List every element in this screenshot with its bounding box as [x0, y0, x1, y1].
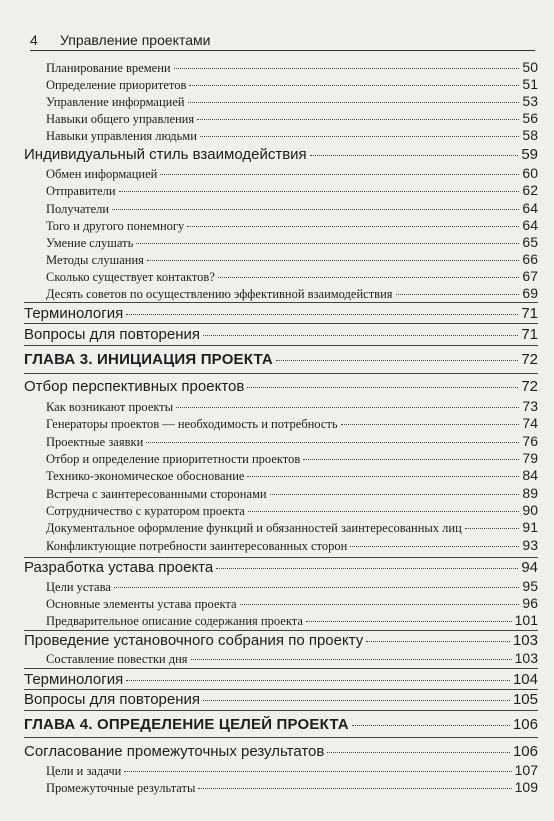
toc-entry-page: 84 — [522, 467, 538, 483]
toc-section-page: 71 — [521, 326, 538, 343]
toc-entry-title: Сколько существует контактов? — [46, 270, 215, 284]
toc-section-title: Терминология — [24, 671, 124, 688]
toc-entry-page: 58 — [522, 127, 538, 143]
leader-dots — [216, 568, 518, 569]
leader-dots — [366, 641, 510, 642]
leader-dots — [352, 725, 510, 726]
toc-section-title: Терминология — [24, 305, 124, 322]
toc-entry — [46, 182, 538, 199]
toc-section-title: Разработка устава проекта — [24, 559, 214, 576]
leader-dots — [240, 604, 520, 605]
toc-entry-title: Сотрудничество с куратором проекта — [46, 504, 245, 518]
toc-entry-title: Основные элементы устава проекта — [46, 597, 237, 611]
toc-entry-page: 73 — [522, 398, 538, 414]
toc-entry — [46, 127, 538, 144]
toc-entry-title: Конфликтующие потребности заинтересованных сторон — [46, 539, 348, 553]
toc-entry-page: 65 — [522, 234, 538, 250]
toc-section-title: Вопросы для повторения — [24, 691, 201, 708]
toc-entry-title: Проектные заявки — [46, 435, 144, 449]
toc-section — [24, 743, 538, 760]
section-divider — [24, 710, 538, 711]
leader-dots — [248, 511, 520, 512]
toc-entry-title: Предварительное описание содержания проекта — [46, 614, 303, 628]
page-number: 4 — [30, 32, 38, 48]
leader-dots — [126, 680, 510, 681]
toc-section — [24, 378, 538, 395]
toc-section-page: 106 — [512, 743, 538, 760]
toc-entry — [46, 110, 538, 127]
leader-dots — [310, 155, 519, 156]
toc-entry — [46, 595, 538, 612]
toc-entry-title: Генераторы проектов — необходимость и потребность — [46, 417, 338, 431]
section-divider — [24, 668, 538, 669]
toc-section — [24, 146, 538, 163]
toc-entry-page: 103 — [514, 650, 538, 666]
toc-entry-title: Навыки общего управления — [46, 112, 195, 126]
toc-entry-title: Методы слушания — [46, 253, 144, 267]
toc-section-title: Индивидуальный стиль взаимодействия — [24, 146, 307, 163]
toc-entry-title: Умение слушать — [46, 236, 134, 250]
leader-dots — [174, 68, 520, 69]
toc-entry — [46, 93, 538, 110]
toc-entry-page: 109 — [514, 779, 538, 795]
toc-entry-page: 101 — [514, 612, 538, 628]
toc-entry — [46, 217, 538, 234]
toc-entry-page: 56 — [522, 110, 538, 126]
toc-entry — [46, 59, 538, 76]
toc-entry-title: Технико-экономическое обоснование — [46, 469, 245, 483]
toc-entry — [46, 200, 538, 217]
toc-entry — [46, 650, 538, 667]
toc-entry-page: 95 — [522, 578, 538, 594]
leader-dots — [247, 387, 518, 388]
leader-dots — [119, 191, 520, 192]
toc-entry-page: 89 — [522, 485, 538, 501]
toc-entry-page: 107 — [514, 762, 538, 778]
toc-chapter-page: 106 — [512, 716, 538, 733]
leader-dots — [203, 335, 518, 336]
toc-entry-title: Составление повестки дня — [46, 652, 188, 666]
toc-chapter-page: 72 — [521, 351, 538, 368]
toc-entry-title: Десять советов по осуществлению эффективной взаимодействия — [46, 287, 393, 301]
toc-section-page: 94 — [521, 559, 538, 576]
toc-entry — [46, 450, 538, 467]
toc-entry — [46, 779, 538, 796]
leader-dots — [247, 476, 519, 477]
toc-entry — [46, 165, 538, 182]
leader-dots — [306, 621, 512, 622]
leader-dots — [198, 788, 511, 789]
toc-section — [24, 632, 538, 649]
toc-entry — [46, 433, 538, 450]
toc-chapter — [24, 716, 538, 733]
toc-entry-page: 96 — [522, 595, 538, 611]
toc-section — [24, 559, 538, 576]
toc-entry-title: Промежуточные результаты — [46, 781, 196, 795]
leader-dots — [203, 700, 510, 701]
leader-dots — [146, 442, 519, 443]
toc-entry-title: Документальное оформление функций и обязанностей заинтересованных лиц — [46, 521, 462, 535]
toc-entry-page: 93 — [522, 537, 538, 553]
toc-entry-title: Определение приоритетов — [46, 78, 187, 92]
section-divider — [24, 630, 538, 631]
toc-entry-page: 51 — [522, 76, 538, 92]
toc-entry — [46, 76, 538, 93]
toc-entry-page: 90 — [522, 502, 538, 518]
toc-entry — [46, 502, 538, 519]
toc-entry — [46, 485, 538, 502]
toc-entry — [46, 251, 538, 268]
toc-entry — [46, 519, 538, 536]
section-divider — [24, 737, 538, 738]
toc-entry-page: 74 — [522, 415, 538, 431]
toc-entry-title: Навыки управления людьми — [46, 129, 197, 143]
toc-entry-title: Встреча с заинтересованными сторонами — [46, 487, 267, 501]
leader-dots — [200, 136, 520, 137]
toc-entry — [46, 415, 538, 432]
toc-entry-title: Того и другого понемногу — [46, 219, 185, 233]
toc-section-page: 105 — [512, 691, 538, 708]
toc-section-title: Отбор перспективных проектов — [24, 378, 245, 395]
leader-dots — [114, 587, 520, 588]
toc-section — [24, 305, 538, 322]
leader-dots — [136, 243, 519, 244]
toc-chapter-title: ГЛАВА 4. ОПРЕДЕЛЕНИЕ ЦЕЛЕЙ ПРОЕКТА — [24, 716, 349, 733]
toc-section-page: 103 — [512, 632, 538, 649]
section-divider — [24, 345, 538, 346]
leader-dots — [112, 209, 519, 210]
toc-section-title: Вопросы для повторения — [24, 326, 201, 343]
toc-entry — [46, 537, 538, 554]
toc-entry-page: 60 — [522, 165, 538, 181]
toc-section — [24, 326, 538, 343]
leader-dots — [218, 277, 520, 278]
leader-dots — [126, 314, 518, 315]
toc-section-title: Проведение установочного собрания по проекту — [24, 632, 364, 649]
toc-entry-page: 67 — [522, 268, 538, 284]
toc-chapter-title: ГЛАВА 3. ИНИЦИАЦИЯ ПРОЕКТА — [24, 351, 273, 368]
section-divider — [24, 557, 538, 558]
toc-chapter — [24, 351, 538, 368]
toc-entry-page: 64 — [522, 200, 538, 216]
toc-entry-page: 64 — [522, 217, 538, 233]
toc-section-title: Согласование промежуточных результатов — [24, 743, 325, 760]
leader-dots — [160, 174, 519, 175]
toc-entry-page: 69 — [522, 285, 538, 301]
toc-entry-title: Управление информацией — [46, 95, 185, 109]
toc-section-page: 59 — [521, 146, 538, 163]
toc-section — [24, 671, 538, 688]
section-divider — [24, 323, 538, 324]
leader-dots — [327, 752, 510, 753]
leader-dots — [147, 260, 520, 261]
toc-entry-page: 50 — [522, 59, 538, 75]
section-divider — [24, 302, 538, 303]
toc-entry-title: Цели и задачи — [46, 764, 122, 778]
leader-dots — [191, 659, 512, 660]
leader-dots — [189, 85, 519, 86]
leader-dots — [270, 494, 520, 495]
leader-dots — [396, 294, 520, 295]
toc-entry-title: Отправители — [46, 184, 116, 198]
toc-section-page: 71 — [521, 305, 538, 322]
toc-entry-title: Планирование времени — [46, 61, 171, 75]
leader-dots — [124, 771, 511, 772]
leader-dots — [176, 407, 519, 408]
toc-section — [24, 691, 538, 708]
leader-dots — [187, 226, 519, 227]
leader-dots — [303, 459, 519, 460]
toc-entry-title: Обмен информацией — [46, 167, 158, 181]
toc-entry-title: Цели устава — [46, 580, 111, 594]
running-head-title: Управление проектами — [60, 32, 211, 48]
toc-entry-page: 76 — [522, 433, 538, 449]
toc-entry — [46, 612, 538, 629]
toc-entry-page: 79 — [522, 450, 538, 466]
toc-entry — [46, 398, 538, 415]
section-divider — [24, 689, 538, 690]
toc-entry-page: 62 — [522, 182, 538, 198]
toc-entry-title: Отбор и определение приоритетности проектов — [46, 452, 301, 466]
toc-entry-title: Получатели — [46, 202, 110, 216]
leader-dots — [188, 102, 520, 103]
toc-entry-page: 91 — [522, 519, 538, 535]
toc-entry-page: 66 — [522, 251, 538, 267]
toc-entry — [46, 762, 538, 779]
leader-dots — [197, 119, 519, 120]
toc-section-page: 72 — [521, 378, 538, 395]
toc-section-page: 104 — [512, 671, 538, 688]
toc-entry-title: Как возникают проекты — [46, 400, 174, 414]
toc-entry — [46, 285, 538, 302]
leader-dots — [465, 528, 520, 529]
section-divider — [24, 373, 538, 374]
leader-dots — [350, 546, 519, 547]
toc-entry — [46, 467, 538, 484]
toc-entry — [46, 268, 538, 285]
leader-dots — [276, 360, 518, 361]
toc-entry — [46, 578, 538, 595]
toc-entry — [46, 234, 538, 251]
leader-dots — [341, 424, 520, 425]
toc-entry-page: 53 — [522, 93, 538, 109]
